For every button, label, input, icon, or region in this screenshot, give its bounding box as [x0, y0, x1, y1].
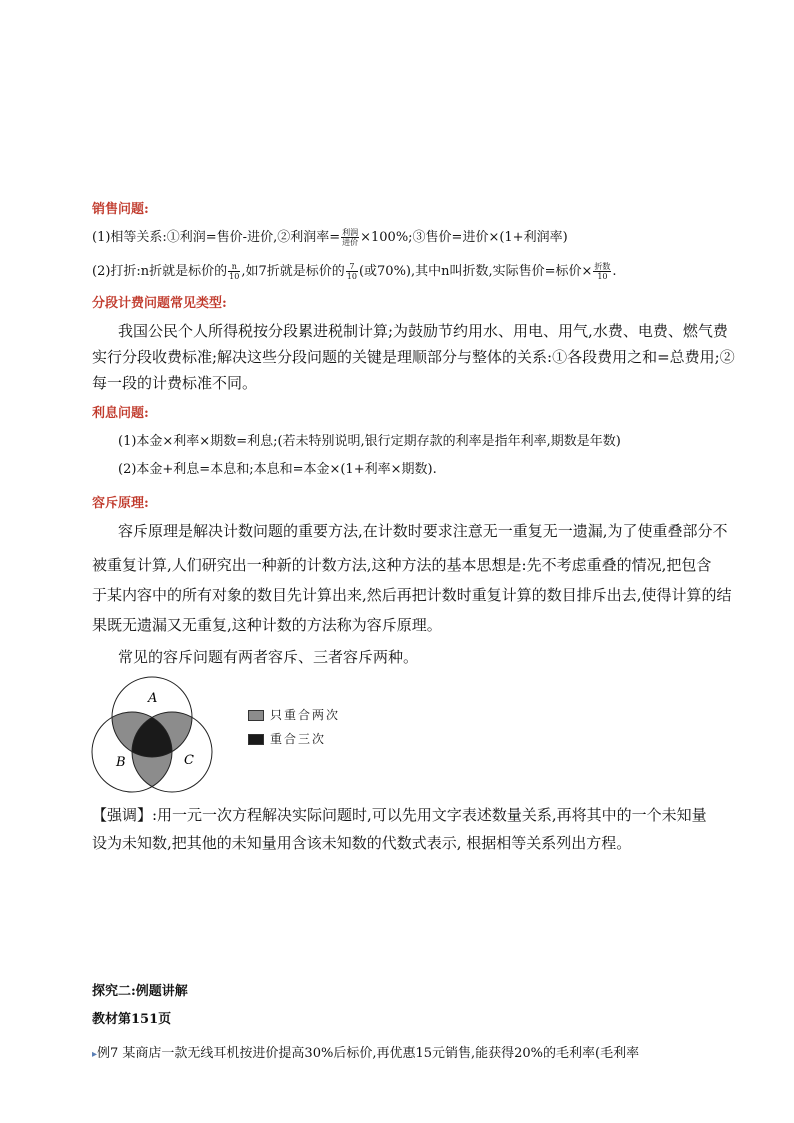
tiered-line-3: 每一段的计费标准不同。: [92, 374, 258, 392]
emphasis-line-1: 【强调】:用一元一次方程解决实际问题时,可以先用文字表述数量关系,再将其中的一个未知量: [92, 806, 707, 824]
inclusion-line-3: 于某内容中的所有对象的数目先计算出来,然后再把计数时重复计算的数目排斥出去,使得计算的结: [92, 586, 732, 604]
legend-three: 重合三次: [248, 730, 326, 747]
bullet-arrow-icon: ▸: [92, 1049, 98, 1060]
legend-swatch-two: [248, 710, 264, 721]
label-b: B: [116, 755, 126, 770]
textbook-page: 教材第151页: [92, 1012, 172, 1027]
fraction-discount-10: $\frac{\text{折数}}{10}$: [594, 262, 611, 281]
fraction-7-10: $\frac{7}{10}$: [346, 262, 357, 281]
legend-swatch-three: [248, 734, 264, 745]
sales-line-2: (2)打折:n折就是标价的 $\frac{n}{10}$ ,如7折就是标价的 $\frac{7}{10}$ (或70%),其中n叫折数,实际售价=标价× $\frac{\text{折数}}{10}$ .: [92, 262, 617, 281]
tiered-line-2: 实行分段收费标准;解决这些分段问题的关键是理顺部分与整体的关系:①各段费用之和=总费用;②: [92, 348, 735, 366]
inclusion-line-4: 果既无遗漏又无重复,这种计数的方法称为容斥原理。: [92, 616, 442, 634]
label-a: A: [148, 691, 158, 706]
inclusion-line-2: 被重复计算,人们研究出一种新的计数方法,这种方法的基本思想是:先不考虑重叠的情况,把包含: [92, 556, 712, 574]
interest-heading: 利息问题:: [92, 406, 149, 421]
inclusion-common: 常见的容斥问题有两者容斥、三者容斥两种。: [118, 648, 419, 666]
interest-line-2: (2)本金+利息=本息和;本息和=本金×(1+利率×期数).: [118, 462, 437, 477]
legend-two: 只重合两次: [248, 706, 340, 723]
label-c: C: [184, 753, 194, 768]
sales-line-1-text: (1)相等关系:①利润=售价-进价,②利润率=: [92, 230, 341, 245]
explore-heading: 探究二:例题讲解: [92, 984, 188, 999]
emphasis-line-2: 设为未知数,把其他的未知量用含该未知数的代数式表示, 根据相等关系列出方程。: [92, 834, 632, 852]
tiered-heading: 分段计费问题常见类型:: [92, 296, 227, 311]
sales-line-1-tail: ×100%;③售价=进价×(1+利润率): [360, 230, 568, 245]
sales-heading: 销售问题:: [92, 202, 149, 217]
venn-diagram: [90, 672, 220, 800]
profit-rate-fraction: $\frac{\text{利润}}{\text{进价}}$: [342, 228, 359, 247]
interest-line-1: (1)本金×利率×期数=利息;(若未特别说明,银行定期存款的利率是指年利率,期数是年数): [118, 434, 621, 449]
sales-line-1: [92, 226, 568, 247]
inclusion-heading: 容斥原理:: [92, 496, 149, 511]
example-7: ▸例7 某商店一款无线耳机按进价提高30%后标价,再优惠15元销售,能获得20%的毛利率(毛利率: [92, 1046, 640, 1061]
tiered-line-1: 我国公民个人所得税按分段累进税制计算;为鼓励节约用水、用电、用气,水费、电费、燃气费: [118, 322, 728, 340]
fraction-n-10: $\frac{n}{10}$: [229, 262, 240, 281]
inclusion-line-1: 容斥原理是解决计数问题的重要方法,在计数时要求注意无一重复无一遗漏,为了使重叠部分不: [118, 522, 728, 540]
